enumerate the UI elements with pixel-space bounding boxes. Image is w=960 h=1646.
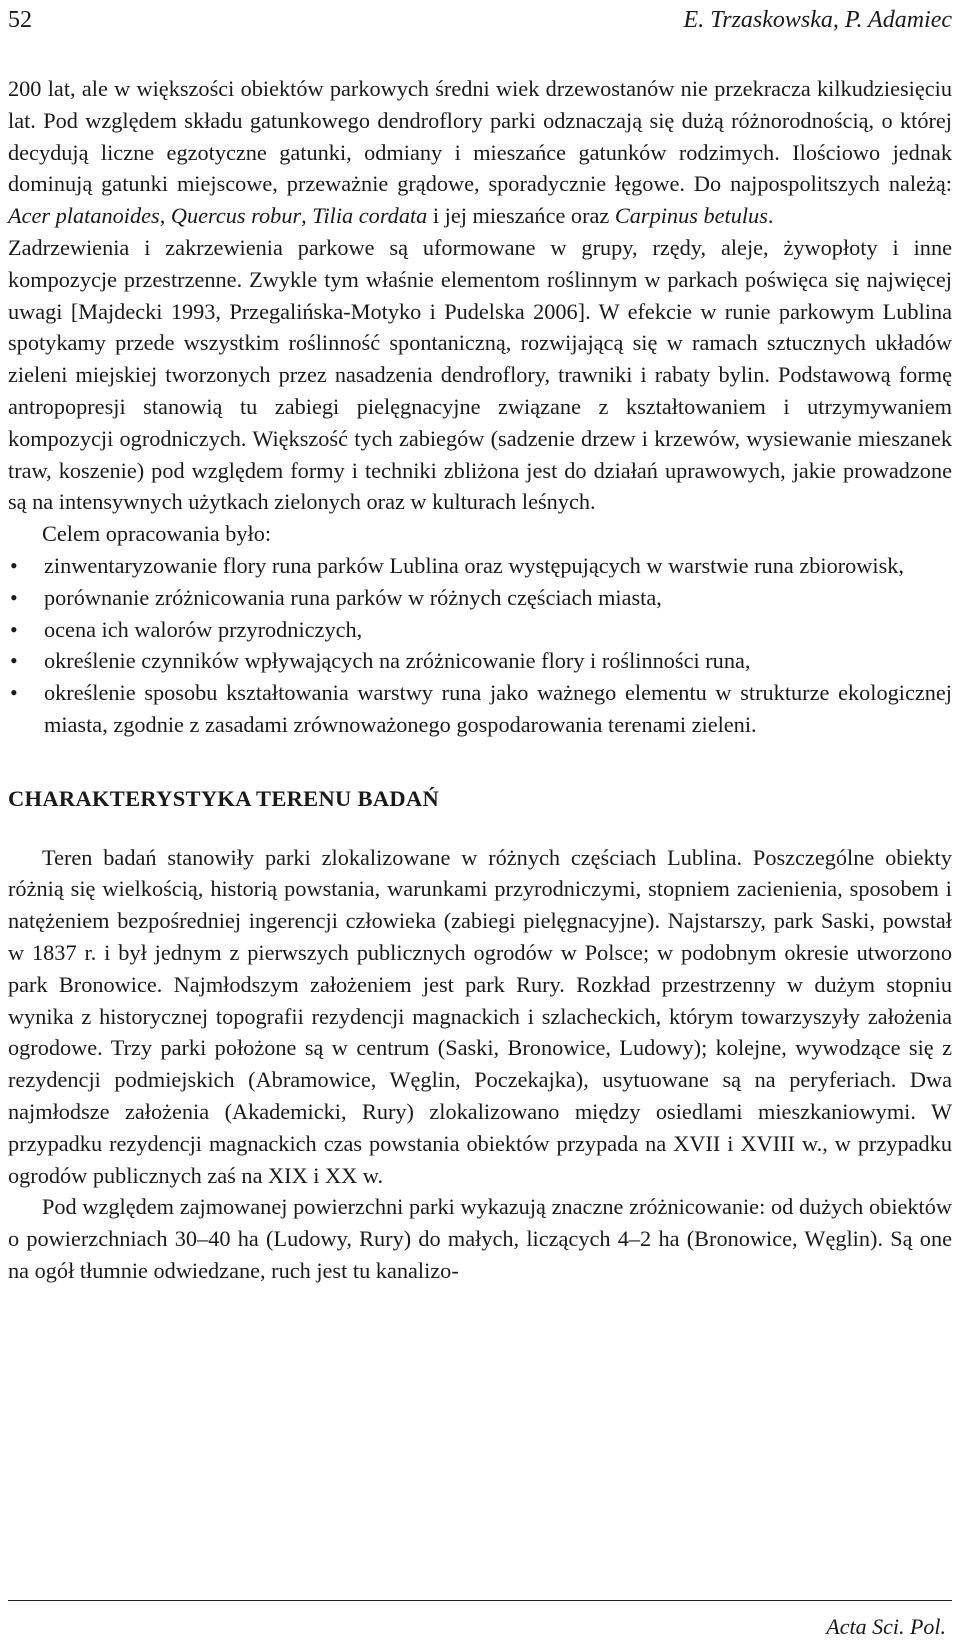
species-name: Acer platanoides (8, 203, 160, 229)
running-authors: E. Trzaskowska, P. Adamiec (683, 7, 952, 33)
page-number: 52 (8, 7, 32, 33)
journal-name: Acta Sci. Pol. (826, 1614, 946, 1639)
list-item: • porównanie zróżnicowania runa parków w różnych częściach miasta, (44, 582, 952, 614)
aims-intro: Celem opracowania było: (42, 521, 272, 547)
text-run: 200 lat, ale w większości obiektów parkowych średni wiek drzewostanów nie przekracza kilkudziesięciu lat. Pod względem składu gatunkowego dendroflory parki odznaczają się dużą różnorodnością, o której decydują liczne egzotyczne gatunki, odmiany i mieszańce gatunków rodzimych. Ilościowo jednak dominują gatunki miejscowe, przeważnie grądowe, sporadycznie łęgowe. Do najpospolitszych należą: (8, 76, 952, 197)
species-name: Tilia cordata (312, 203, 428, 229)
paragraph-plantings: Zadrzewienia i zakrzewienia parkowe są uformowane w grupy, rzędy, aleje, żywopłoty i inne kompozycje przestrzenne. Zwykle tym właśnie elementom roślinnym w parkach poświęca się najwięcej uwagi [Majdecki 1993, Przegalińska-Motyko i Pudelska 2006]. W efekcie w runie parkowym Lublina spotykamy przede wszystkim roślinność spontaniczną, rozwijającą się w ramach sztucznych układów zieleni miejskiej tworzonych przez nasadzenia dendroflory, trawniki i rabaty bylin. Podstawową formę antropopresji stanowią tu zabiegi pielęgnacyjne związane z kształtowaniem i utrzymywaniem kompozycji ogrodniczych. Większość tych zabiegów (sadzenie drzew i krzewów, wysiewanie mieszanek traw, koszenie) pod względem formy i techniki zbliżona jest do działań uprawowych, jakie prowadzone są na intensywnych użytkach zielonych oraz w kulturach leśnych. (8, 234, 952, 515)
list-item: • określenie sposobu kształtowania warstwy runa jako ważnego elementu w strukturze ekologicznej miasta, zgodnie z zasadami zrównoważonego gospodarowania terenami zieleni. (44, 677, 952, 741)
text-run: i jej mieszańce oraz (427, 203, 615, 229)
body-text (8, 73, 952, 1287)
text-run: . (767, 203, 774, 229)
paragraph-study-area: Teren badań stanowiły parki zlokalizowane w różnych częściach Lublina. Poszczególne obiekty różnią się wielkością, historią powstania, warunkami przyrodniczymi, stopniem zacienienia, sposobem i natężeniem bezpośredniej ingerencji człowieka (zabiegi pielęgnacyjne). Najstarszy, park Saski, powstał w 1837 r. i był jednym z pierwszych publicznych ogrodów w Polsce; w podobnym okresie utworzono park Bronowice. Najmłodszym założeniem jest park Rury. Rozkład przestrzenny w dużym stopniu wynika z historycznej topografii rezydencji magnackich i szlacheckich, którym towarzyszyły założenia ogrodowe. Trzy parki położone są w centrum (Saski, Bronowice, Ludowy); kolejne, wywodzące się z rezydencji podmiejskich (Abramowice, Węglin, Poczekajka), usytuowane są na peryferiach. Dwa najmłodsze założenia (Akademicki, Rury) zlokalizowano między osiedlami mieszkaniowymi. W przypadku rezydencji magnackich czas powstania obiektów przypada na XVII i XVIII w., w przypadku ogrodów publicznych zaś na XIX i XX w. (8, 844, 952, 1188)
species-name: Carpinus betulus (614, 203, 768, 229)
text-run: , (301, 203, 313, 229)
list-item: • ocena ich walorów przyrodniczych, (44, 614, 952, 646)
list-item: • zinwentaryzowanie flory runa parków Lublina oraz występujących w warstwie runa zbiorowisk, (44, 550, 952, 582)
text-run: , (159, 203, 171, 229)
list-item: • określenie czynników wpływających na zróżnicowanie flory i roślinności runa, (44, 645, 952, 677)
aims-list (8, 550, 952, 741)
paragraph-dendroflora (8, 73, 952, 232)
paragraph-park-area: Pod względem zajmowanej powierzchni parki wykazują znaczne zróżnicowanie: od dużych obiektów o powierzchniach 30–40 ha (Ludowy, Rury) do małych, liczących 4–2 ha (Bronowice, Węglin). Są one na ogół tłumnie odwiedzane, ruch jest tu kanalizo- (8, 1194, 952, 1283)
species-name: Quercus robur (170, 203, 302, 229)
footer-rule (8, 1600, 952, 1601)
section-heading: CHARAKTERYSTYKA TERENU BADAŃ (8, 785, 440, 811)
running-header (8, 6, 952, 34)
